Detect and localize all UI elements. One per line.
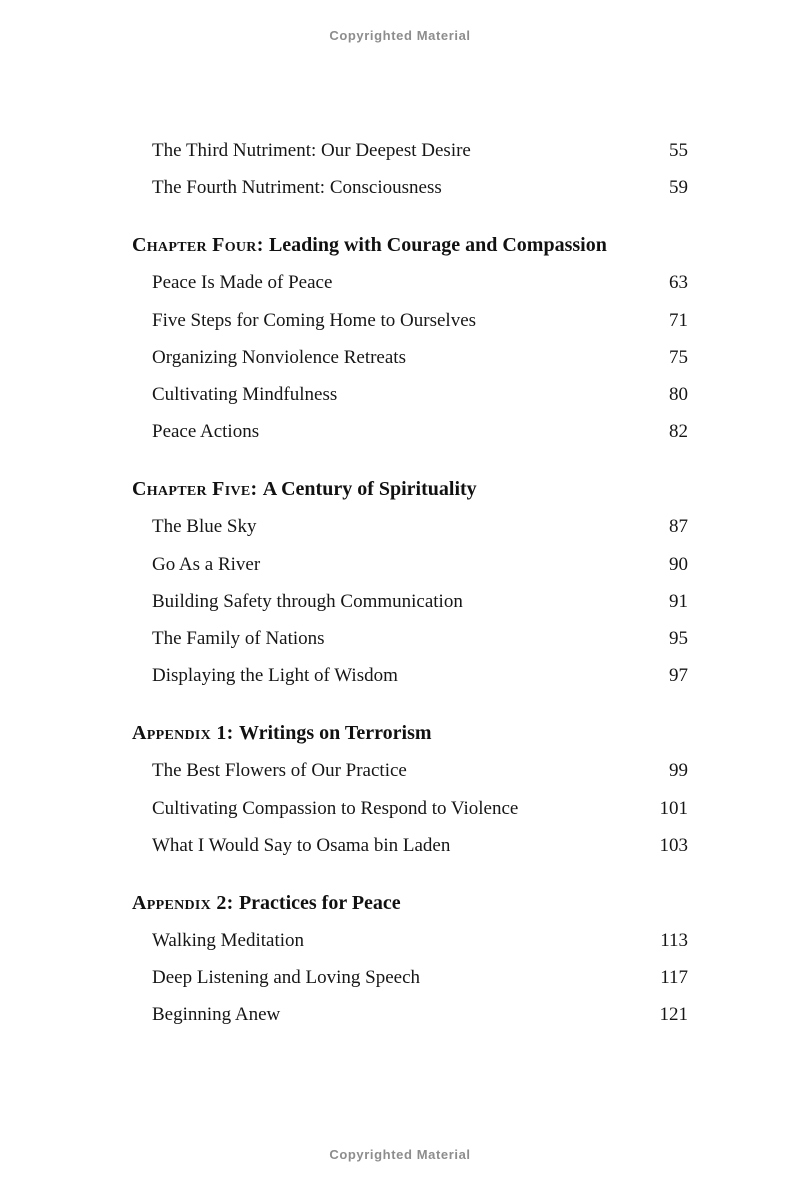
- chapter-heading: [132, 226, 688, 264]
- toc-entry-page: 80: [669, 384, 688, 406]
- toc-section: [132, 884, 688, 1034]
- toc-entry: [132, 752, 688, 789]
- appendix-heading-label: Appendix 1:: [132, 722, 239, 745]
- chapter-heading-label: Chapter Five:: [132, 478, 263, 501]
- toc-entry-page: 113: [660, 930, 688, 952]
- toc-entry-title: Peace Is Made of Peace: [152, 272, 333, 294]
- toc-entry: [132, 790, 688, 827]
- toc-entry-title: The Best Flowers of Our Practice: [152, 760, 407, 782]
- toc-section: [132, 714, 688, 864]
- toc-entry-title: Five Steps for Coming Home to Ourselves: [152, 309, 477, 331]
- toc-entry-page: 103: [659, 834, 688, 856]
- toc-entry-title: The Third Nutriment: Our Deepest Desire: [152, 140, 471, 161]
- chapter-heading: [132, 470, 688, 508]
- appendix-heading-label: Appendix 2:: [132, 892, 239, 915]
- toc-entry-title: Walking Meditation: [152, 930, 305, 952]
- toc-entry-title: Organizing Nonviolence Retreats: [152, 346, 406, 368]
- appendix-heading: [132, 884, 688, 922]
- chapter-heading-label: Chapter Four:: [132, 234, 269, 257]
- toc-entry-title: Peace Actions: [152, 421, 260, 443]
- toc-entry-page: 59: [669, 177, 688, 199]
- toc-section: [132, 226, 688, 450]
- toc-entry: [132, 922, 688, 959]
- toc-entry-page: 121: [659, 1004, 688, 1026]
- toc-entry-title: Cultivating Mindfulness: [152, 384, 338, 406]
- appendix-heading-title: Writings on Terrorism: [238, 722, 432, 745]
- toc-entry-page: 71: [669, 309, 688, 331]
- toc-entry-page: 101: [659, 797, 688, 819]
- chapter-heading-title: Leading with Courage and Compassion: [268, 234, 607, 257]
- toc-entry: [132, 169, 688, 206]
- toc-entry-page: 82: [669, 421, 688, 443]
- toc-entry-page: 63: [669, 272, 688, 294]
- toc-section: [132, 470, 688, 694]
- toc-entry: [132, 996, 688, 1033]
- copyright-notice-bottom: Copyrighted Material: [329, 1147, 471, 1162]
- toc-section: [132, 132, 688, 206]
- toc-entry: [132, 583, 688, 620]
- toc-entry-title: The Blue Sky: [152, 516, 257, 538]
- toc-entry: [132, 508, 688, 545]
- toc-entry: [132, 546, 688, 583]
- toc-entry-page: 99: [669, 760, 688, 782]
- toc-entry-title: The Fourth Nutriment: Consciousness: [152, 177, 442, 199]
- toc-entry: [132, 657, 688, 694]
- toc-entry-page: 75: [669, 346, 688, 368]
- toc-entry-page: 91: [669, 590, 688, 612]
- toc-entry: [132, 827, 688, 864]
- toc-entry-title: Beginning Anew: [152, 1004, 281, 1026]
- toc-entry-title: Building Safety through Communication: [152, 590, 463, 612]
- appendix-heading: [132, 714, 688, 752]
- toc-entry-title: Displaying the Light of Wisdom: [152, 665, 398, 687]
- toc-entry: [132, 302, 688, 339]
- toc-entry-page: 87: [669, 516, 688, 538]
- toc-entry-title: The Family of Nations: [152, 628, 325, 650]
- toc-entry: [132, 132, 688, 169]
- toc-entry: [132, 620, 688, 657]
- toc-entry-page: 95: [669, 628, 688, 650]
- toc-entry-page: 55: [669, 140, 688, 161]
- toc-entry-page: 90: [669, 553, 688, 575]
- copyright-notice-top: Copyrighted Material: [329, 28, 471, 43]
- toc-entry-page: 97: [669, 665, 688, 687]
- toc-entry: [132, 264, 688, 301]
- toc-entry: [132, 339, 688, 376]
- chapter-heading-title: A Century of Spirituality: [262, 478, 477, 501]
- toc-entry-title: Cultivating Compassion to Respond to Violence: [152, 797, 519, 819]
- toc-entry-title: What I Would Say to Osama bin Laden: [152, 834, 451, 856]
- toc-entry-title: Go As a River: [152, 553, 261, 575]
- toc-entry: [132, 959, 688, 996]
- toc-entry: [132, 413, 688, 450]
- appendix-heading-title: Practices for Peace: [238, 892, 401, 915]
- toc-entry: [132, 376, 688, 413]
- table-of-contents: [132, 132, 688, 1034]
- toc-entry-page: 117: [660, 967, 688, 989]
- toc-entry-title: Deep Listening and Loving Speech: [152, 967, 421, 989]
